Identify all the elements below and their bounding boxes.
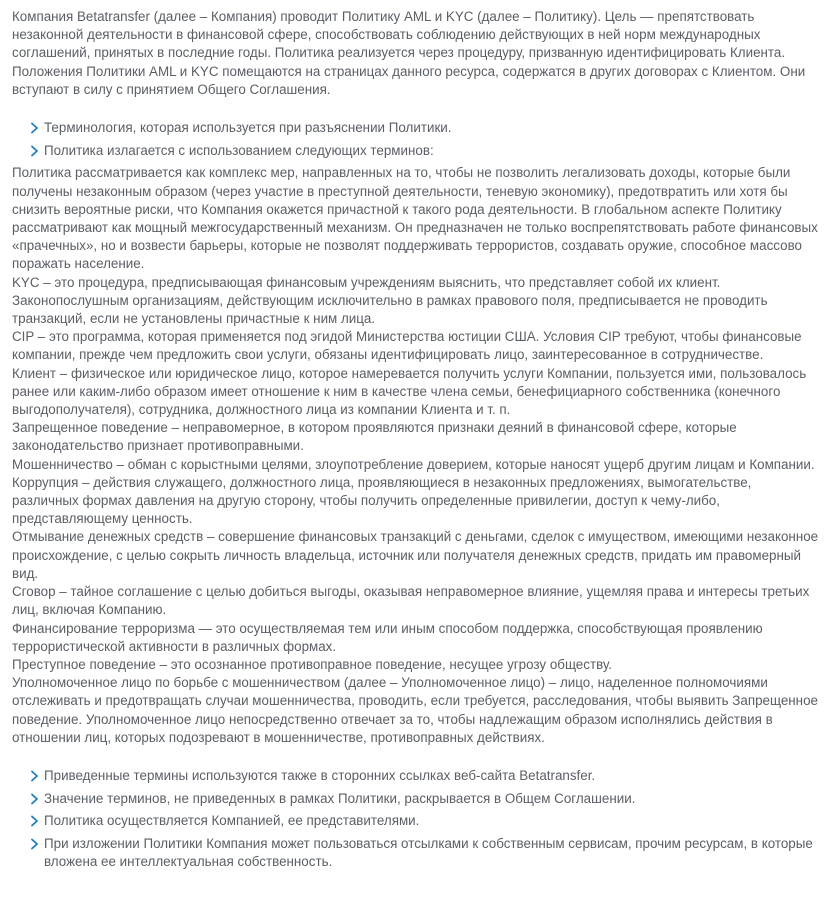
list-item xyxy=(30,812,819,830)
chevron-right-icon xyxy=(30,145,39,157)
list-item xyxy=(30,790,819,808)
list-item-text: Значение терминов, не приведенных в рамках Политики, раскрывается в Общем Соглашении. xyxy=(44,790,636,806)
definition-kyc: KYC – это процедура, предписывающая финансовым учреждениям выяснить, что представляет собой их клиент. Законопослушным организациям, действующим исключительно в рамках правового поля, предписывается не проводить транзакций, если не установлены причастные к ним лица. xyxy=(12,274,768,327)
chevron-right-icon xyxy=(30,122,39,134)
list-item xyxy=(30,767,819,785)
list-item-text: Приведенные термины используются также в сторонних ссылках веб-сайта Betatransfer. xyxy=(44,767,596,783)
list-item xyxy=(30,835,819,871)
list-item xyxy=(30,119,819,137)
definition-fraud: Мошенничество – обман с корыстными целями, злоупотребление доверием, которые наносят ущерб другим лицам и Компании. xyxy=(12,456,815,472)
definition-terrorism-financing: Финансирование терроризма — это осуществляемая тем или иным способом поддержка, способствующая проявлению террористической активности в различных формах. xyxy=(12,620,763,654)
definition-money-laundering: Отмывание денежных средств – совершение финансовых транзакций с деньгами, сделок с имуществом, имеющими незаконное происхождение, с целью сокрыть личность владельца, источник или получателя денежных средств, придать им правомерный вид. xyxy=(12,529,819,581)
definition-policy: Политика рассматривается как комплекс мер, направленных на то, чтобы не позволить легализовать доходы, которые были получены незаконным образом (через участие в преступной деятельности, теневую экономику), предотвратить или хотя бы снизить вероятные риски, что Компания окажется причастной к такого рода деятельности. В глобальном аспекте Политику рассматривают как мощный межгосударственный механизм. Он предназначен не только воспрепятствовать работе финансовых «прачечных», но и возвести барьеры, которые не позволят поддерживать террористов, создавать оружие, способное массово поражать население. xyxy=(12,165,818,272)
policy-notes-list xyxy=(12,767,819,872)
intro-paragraph: Компания Betatransfer (далее – Компания) проводит Политику AML и KYC (далее – Политику). Цель — препятствовать незаконной деятельности в финансовой сфере, способствовать соблюдению действующих в ней норм международных соглашений, принятых в последние годы. Политика реализуется через процедуру, призванную идентифицировать Клиента. Положения Политики AML и KYC помещаются на страницах данного ресурса, содержатся в других договорах с Клиентом. Они вступают в силу с принятием Общего Соглашения. xyxy=(12,9,806,97)
chevron-right-icon xyxy=(30,770,39,782)
definition-client: Клиент – физическое или юридическое лицо, которое намеревается получить услуги Компании, пользуется ими, пользовалось ранее или каким-либо образом имеет отношение к ним в качестве члена семьи, бенефициарного собственника (конечного выгодополучателя), сотрудника, должностного лица из компании Клиента и т. п. xyxy=(12,365,807,418)
chevron-right-icon xyxy=(30,815,39,827)
chevron-right-icon xyxy=(30,838,39,850)
list-item-text: Политика осуществляется Компанией, ее представителями. xyxy=(44,813,420,829)
definition-corruption: Коррупция – действия служащего, должностного лица, проявляющиеся в незаконных предложениях, вымогательстве, различных формах давления на другую сторону, чтобы получить определенные привилегии, доступ к чему-либо, представляющему ценность. xyxy=(12,474,752,527)
definition-prohibited-conduct: Запрещенное поведение – неправомерное, в котором проявляются признаки деяний в финансовой сфере, которые законодательство признает противоправными. xyxy=(12,420,737,454)
chevron-right-icon xyxy=(30,793,39,805)
definition-collusion: Сговор – тайное соглашение с целью добиться выгоды, оказывая неправомерное влияние, ущемляя права и интересы третьих лиц, включая Компанию. xyxy=(12,584,810,618)
list-item xyxy=(30,142,819,160)
terminology-list xyxy=(12,119,819,160)
list-item-text: Политика излагается с использованием следующих терминов: xyxy=(44,142,434,158)
list-item-text: Терминология, которая используется при разъяснении Политики. xyxy=(44,120,452,136)
list-item-text: При изложении Политики Компания может пользоваться отсылками к собственным сервисам, прочим ресурсам, в которые вложена ее интеллектуальная собственность. xyxy=(44,836,813,870)
definition-cip: CIP – это программа, которая применяется под эгидой Министерства юстиции США. Условия CIP требуют, чтобы финансовые компании, прежде чем предложить свои услуги, обязаны идентифицировать лицо, заинтересованное в сотрудничестве. xyxy=(12,329,802,363)
definition-criminal-conduct: Преступное поведение – это осознанное противоправное поведение, несущее угрозу обществу. xyxy=(12,656,612,672)
definition-authorized-person: Уполномоченное лицо по борьбе с мошенничеством (далее – Уполномоченное лицо) – лицо, наделенное полномочиями отслеживать и предотвращать случаи мошенничества, проводить, если требуется, расследования, чтобы выявить Запрещенное поведение. Уполномоченное лицо непосредственно отвечает за то, чтобы надлежащим образом исполнялись действия в отношении лиц, которых подозревают в мошенничестве, противоправных действиях. xyxy=(12,675,818,745)
definitions-block xyxy=(12,164,819,747)
